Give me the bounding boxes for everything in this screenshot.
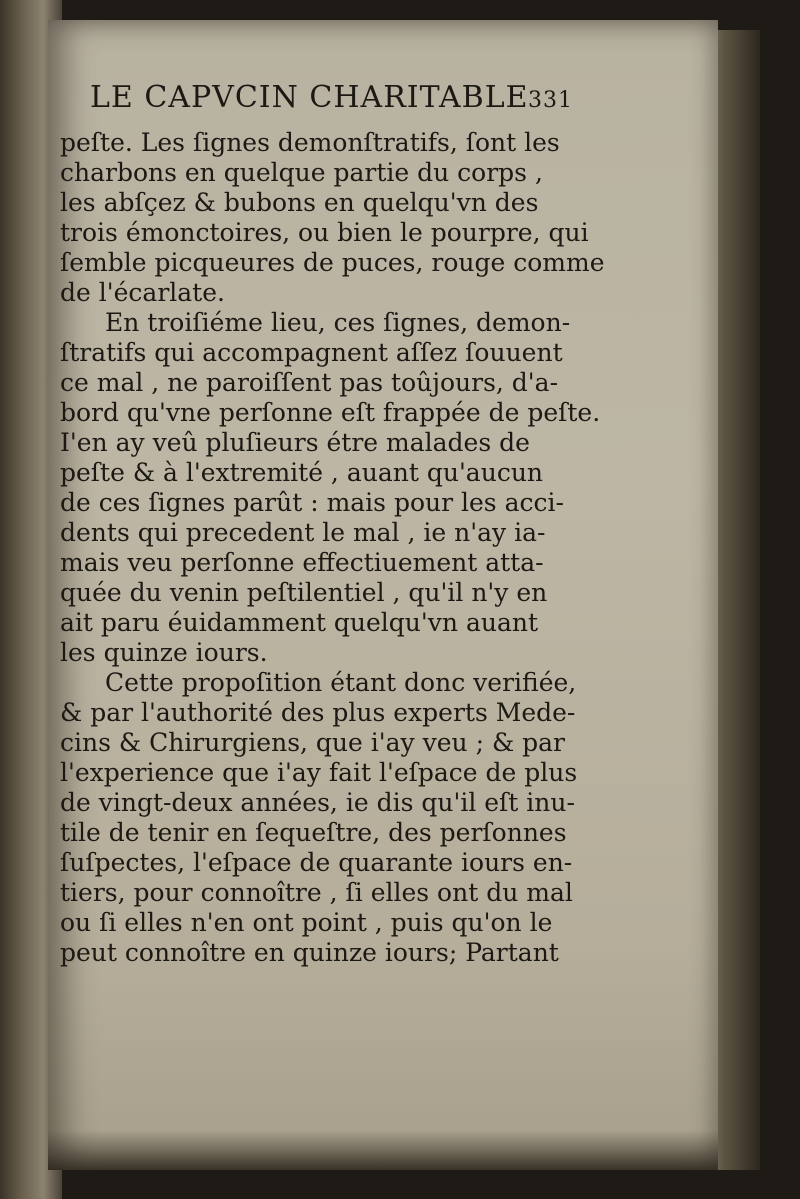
text-line: de ces ſignes parût : mais pour les acci- bbox=[60, 488, 564, 517]
paragraph-start-line: Cette propoſition étant donc verifiée, bbox=[105, 668, 577, 697]
text-line: peſte & à l'extremité , auant qu'aucun bbox=[60, 458, 544, 487]
text-line: tiers, pour connoître , ſi elles ont du mal bbox=[60, 878, 573, 907]
text-line: bord qu'vne perſonne eſt frappée de peſte. bbox=[60, 398, 601, 427]
text-line: l'experience que i'ay fait l'eſpace de plus bbox=[60, 758, 578, 787]
text-line: les abſçez & bubons en quelqu'vn des bbox=[60, 188, 539, 217]
text-line: I'en ay veû pluſieurs étre malades de bbox=[60, 428, 530, 457]
paragraph-start-line: En troiſiéme lieu, ces ſignes, demon- bbox=[105, 308, 571, 337]
running-title: LE CAPVCIN CHARITABLE bbox=[90, 80, 529, 115]
text-line: peſte. Les ſignes demonſtratifs, ſont les bbox=[60, 128, 560, 157]
text-line: quée du venin peſtilentiel , qu'il n'y en bbox=[60, 578, 548, 607]
text-line: charbons en quelque partie du corps , bbox=[60, 158, 543, 187]
text-line: dents qui precedent le mal , ie n'ay ia- bbox=[60, 518, 546, 547]
text-line: ou ſi elles n'en ont point , puis qu'on le bbox=[60, 908, 553, 937]
text-line: les quinze iours. bbox=[60, 638, 268, 667]
page-body bbox=[60, 128, 605, 968]
text-line: trois émonctoires, ou bien le pourpre, qui bbox=[60, 218, 589, 247]
running-header bbox=[90, 80, 690, 120]
text-line: mais veu perſonne effectiuement atta- bbox=[60, 548, 544, 577]
text-line: de l'écarlate. bbox=[60, 278, 225, 307]
page-number: 331 bbox=[528, 88, 573, 113]
text-line: ſemble picqueures de puces, rouge comme bbox=[60, 248, 605, 277]
text-line: ce mal , ne paroiſſent pas toûjours, d'a- bbox=[60, 368, 559, 397]
text-line: tile de tenir en ſequeſtre, des perſonnes bbox=[60, 818, 567, 847]
text-line: ſuſpectes, l'eſpace de quarante iours en- bbox=[60, 848, 573, 877]
text-line: ait paru éuidamment quelqu'vn auant bbox=[60, 608, 539, 637]
text-line: peut connoître en quinze iours; Partant bbox=[60, 938, 559, 967]
text-line: cins & Chirurgiens, que i'ay veu ; & par bbox=[60, 728, 566, 757]
text-line: de vingt-deux années, ie dis qu'il eſt inu- bbox=[60, 788, 575, 817]
text-line: ſtratifs qui accompagnent aſſez ſouuent bbox=[60, 338, 563, 367]
text-line: & par l'authorité des plus experts Mede- bbox=[60, 698, 576, 727]
